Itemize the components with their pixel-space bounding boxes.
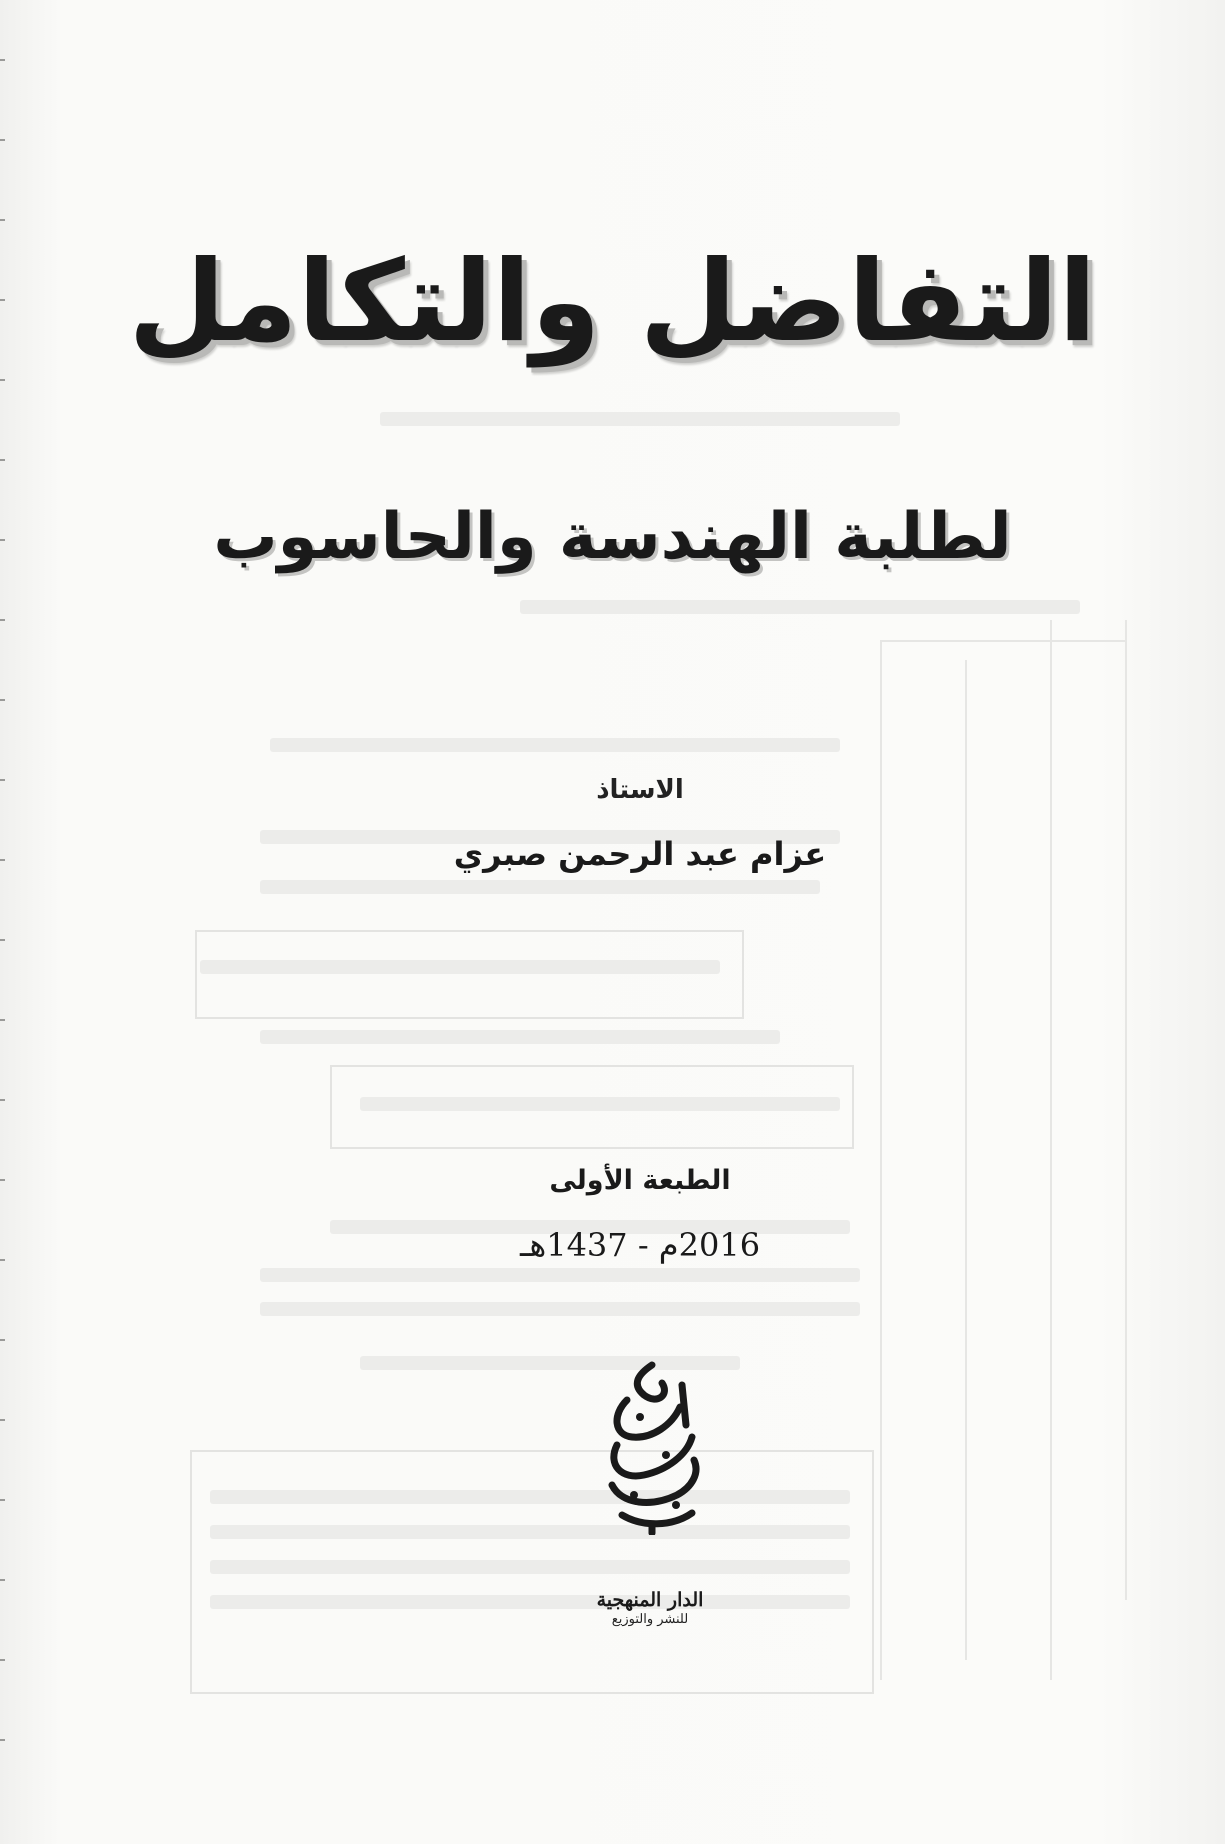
edition: الطبعة الأولى xyxy=(549,1165,731,1196)
publication-date: 2016م - 1437هـ xyxy=(519,1226,761,1264)
author-label: الاستاذ xyxy=(596,775,684,805)
publisher-calligraphy-logo-icon xyxy=(582,1355,722,1535)
author-name: عزام عبد الرحمن صبري xyxy=(453,835,827,873)
book-title: التفاضل والتكامل xyxy=(128,237,1097,367)
publisher-tagline: للنشر والتوزيع xyxy=(611,1612,689,1627)
book-subtitle: لطلبة الهندسة والحاسوب xyxy=(213,500,1012,574)
publisher-name: الدار المنهجية xyxy=(596,1589,704,1611)
